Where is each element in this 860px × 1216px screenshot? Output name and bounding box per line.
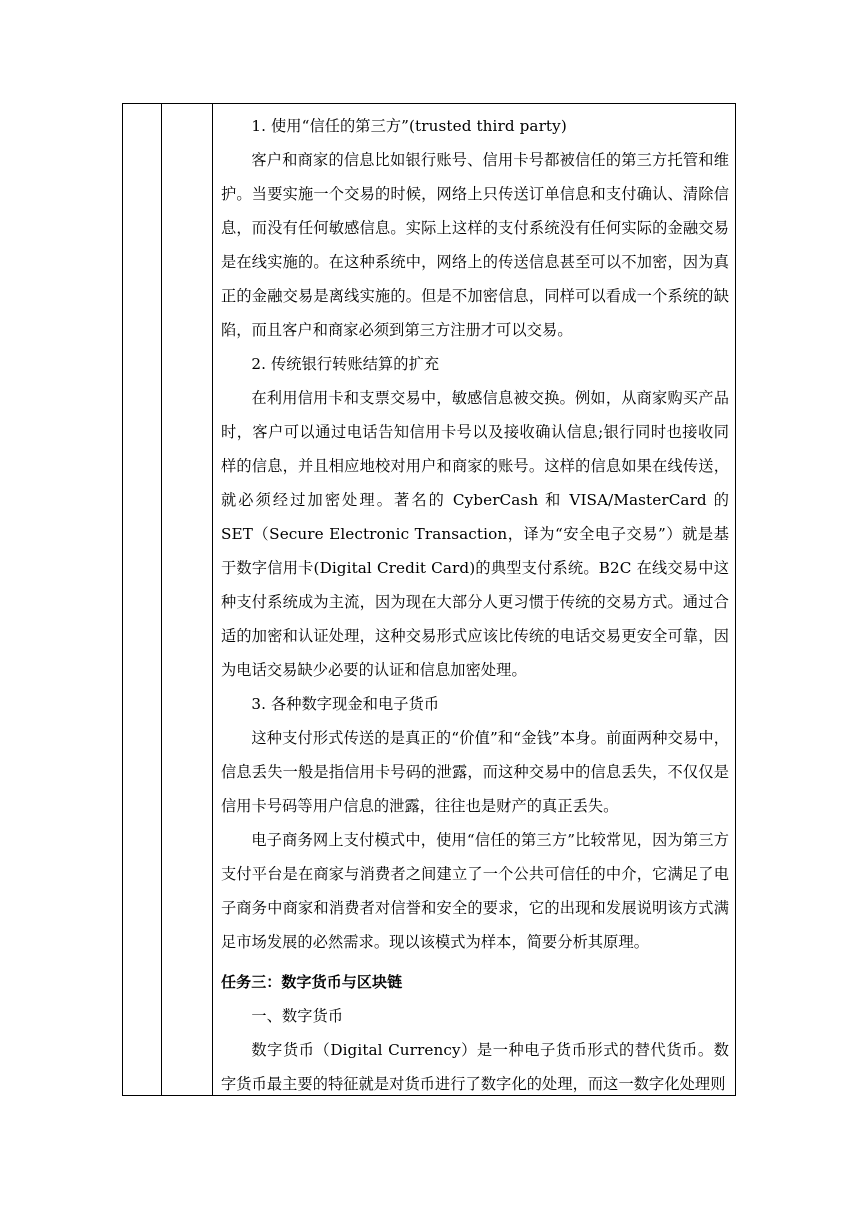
- sub-heading: 一、数字货币: [251, 1007, 344, 1025]
- paragraph: 电子商务网上支付模式中，使用“信任的第三方”比较常见，因为第三方支付平台是在商家与消费者之间建立了一个公共可信任的中介，它满足了电子商务中商家和消费者对信誉和安全的要求，它的出现和发展说明该方式满足市场发展的必然需求。现以该模式为样本，简要分析其原理。: [221, 831, 729, 951]
- paragraph: 客户和商家的信息比如银行账号、信用卡号都被信任的第三方托管和维护。当要实施一个交易的时候，网络上只传送订单信息和支付确认、清除信息，而没有任何敏感信息。实际上这样的支付系统没有任何实际的金融交易是在线实施的。在这种系统中，网络上的传送信息甚至可以不加密，因为真正的金融交易是离线实施的。但是不加密信息，同样可以看成一个系统的缺陷，而且客户和商家必须到第三方注册才可以交易。: [221, 151, 729, 339]
- section-heading: 3. 各种数字现金和电子货币: [251, 695, 440, 713]
- column-divider: [161, 104, 162, 1095]
- document-table: [122, 103, 736, 1096]
- section-heading: 2. 传统银行转账结算的扩充: [251, 355, 440, 373]
- paragraph: 这种支付形式传送的是真正的“价值”和“金钱”本身。前面两种交易中，信息丢失一般是指信用卡号码的泄露，而这种交易中的信息丢失，不仅仅是信用卡号码等用户信息的泄露，往往也是财产的真正丢失。: [221, 729, 729, 815]
- section-heading: 1. 使用“信任的第三方”(trusted third party): [251, 117, 567, 135]
- paragraph: 在利用信用卡和支票交易中，敏感信息被交换。例如，从商家购买产品时，客户可以通过电话告知信用卡号以及接收确认信息;银行同时也接收同样的信息，并且相应地校对用户和商家的账号。这样的信息如果在线传送，就必须经过加密处理。著名的 CyberCash 和 VISA/MasterCard 的 SET（Secure Electronic Transaction，译为“安全电子交易”）就是基于数字信用卡(Digital Credit Card)的典型支付系统。B2C 在线交易中这种支付系统成为主流，因为现在大部分人更习惯于传统的交易方式。通过合适的加密和认证处理，这种交易形式应该比传统的电话交易更安全可靠，因为电话交易缺少必要的认证和信息加密处理。: [221, 389, 729, 679]
- task-title: 任务三：数字货币与区块链: [221, 973, 403, 991]
- paragraph: 数字货币（Digital Currency）是一种电子货币形式的替代货币。数字货币最主要的特征就是对货币进行了数字化的处理，而这一数字化处理则: [221, 1041, 729, 1093]
- content-cell: [213, 104, 735, 1095]
